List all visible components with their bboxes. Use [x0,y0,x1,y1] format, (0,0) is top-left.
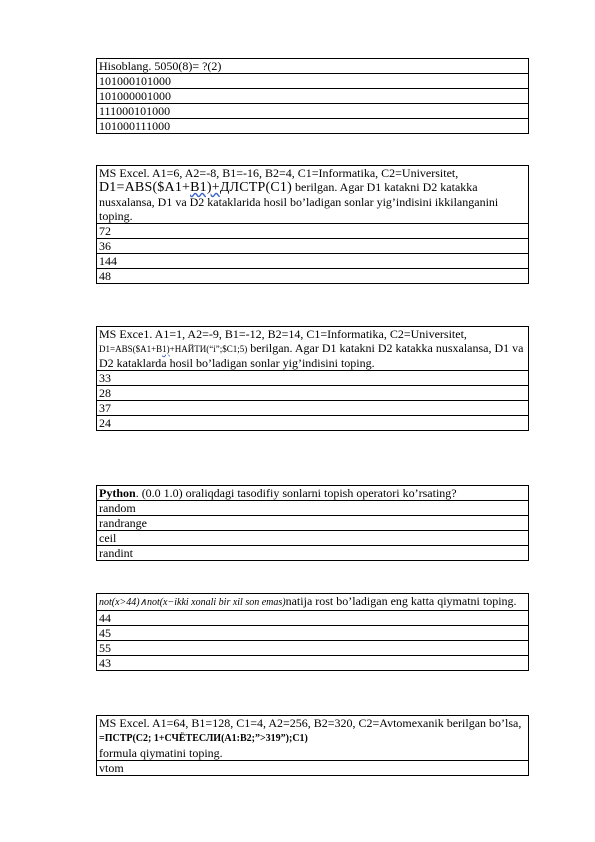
formula-part: +НАЙТИ(“i”;$C1;5) [169,344,248,354]
stem-text: formula qiymatini toping. [99,746,223,760]
formula-text: not(x>44)∧not(x−ikki xonali bir xil son emas) [99,597,286,608]
question-stem [97,327,529,371]
question-block-4 [96,485,529,561]
answer-option: 111000101000 [97,104,529,119]
answer-option: 101000111000 [97,119,529,134]
stem-text: MS Exce1. A1=1, A2=-9, B1=-12, B2=14, C1=Informatika, C2=Universitet, [99,327,467,341]
answer-option: ceil [97,531,529,546]
answer-option: 33 [97,371,529,386]
answer-option: 72 [97,224,529,239]
answer-option: randrange [97,516,529,531]
formula-text [99,180,292,195]
stem-text: MS Excel. A1=6, A2=-8, B1=-16, B2=4, C1=Informatika, C2=Universitet, [99,166,459,180]
stem-text: . (0.0 1.0) oraliqdagi tasodifiy sonlarni topish operatori ko’rsating? [135,486,457,500]
answer-option: 144 [97,254,529,269]
answer-option: 36 [97,239,529,254]
question-block-1 [96,58,529,134]
formula-part: D1=ABS($A1+B [99,344,163,354]
answer-option: 45 [97,626,529,641]
answer-option: 28 [97,386,529,401]
question-table [96,715,529,776]
answer-option: 101000101000 [97,74,529,89]
formula-part: D1=ABS($A1+ [99,180,191,195]
stem-text: MS Excel. A1=64, B1=128, C1=4, A2=256, B2=320, C2=Avtomexanik berilgan bo’lsa, [99,716,522,730]
question-stem [97,716,529,761]
answer-option: 101000001000 [97,89,529,104]
stem-text: natija rost bo’ladigan eng katta qiymatni toping. [285,594,517,608]
formula-part: ДЛСТР(C1) [219,180,292,195]
question-table [96,165,529,284]
question-stem: Hisoblang. 5050(8)= ?(2) [97,59,529,74]
answer-option: 55 [97,641,529,656]
question-block-6 [96,715,529,776]
answer-option: 37 [97,401,529,416]
formula-part: B1)+ [190,180,220,195]
question-table [96,593,529,671]
stem-keyword: Python [99,486,136,500]
answer-option: 48 [97,269,529,284]
question-block-5 [96,593,529,671]
question-stem [97,166,529,224]
formula-text: =ПСТР(C2; 1+СЧЁТЕСЛИ(A1:B2;”>319”);C1) [99,733,308,744]
formula-part: 1) [162,344,170,354]
question-stem [97,486,529,501]
question-stem [97,594,529,611]
question-table [96,485,529,561]
answer-option: randint [97,546,529,561]
formula-text [99,344,247,354]
answer-option: 24 [97,416,529,431]
question-table [96,326,529,431]
answer-option: 43 [97,656,529,671]
answer-option: 44 [97,611,529,626]
stem-text: berilgan. Agar D1 katakni D2 katakka nusxalansa, D1 va D2 kataklarida hosil bo’ladigan sonlar yig’indisini ikkilanganini toping. [99,180,499,223]
question-block-2 [96,165,529,284]
question-table [96,58,529,134]
answer-option: random [97,501,529,516]
answer-option: vtom [97,761,529,776]
stem-text: berilgan. Agar D1 katakni D2 katakka nusxalansa, D1 va D2 kataklarda hosil bo’ladigan sonlar yig’indisini toping. [99,341,524,370]
question-block-3 [96,326,529,431]
